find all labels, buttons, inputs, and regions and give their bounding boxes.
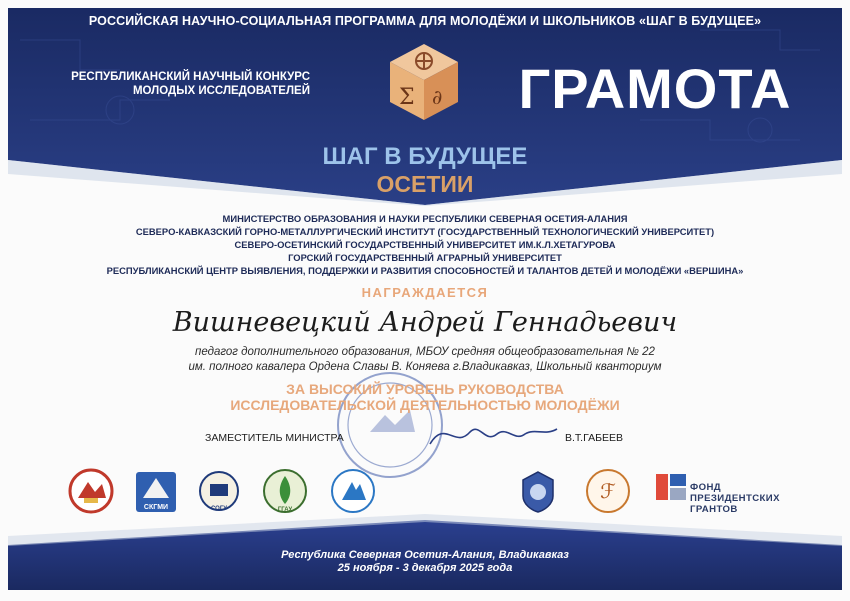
- document-title: ГРАМОТА: [518, 57, 792, 120]
- awarded-label: НАГРАЖДАЕТСЯ: [361, 285, 489, 300]
- cube-logo: [388, 42, 460, 122]
- organizer-item: СЕВЕРО-КАВКАЗСКИЙ ГОРНО-МЕТАЛЛУРГИЧЕСКИЙ ИНСТИТУТ (ГОСУДАРСТВЕННЫЙ ТЕХНОЛОГИЧЕСКИЙ УНИВЕРСИТЕТ): [135, 226, 715, 237]
- event-footer: [0, 549, 850, 575]
- organizer-item: СЕВЕРО-ОСЕТИНСКИЙ ГОСУДАРСТВЕННЫЙ УНИВЕРСИТЕТ ИМ.К.Л.ХЕТАГУРОВА: [234, 239, 616, 250]
- vershina-logo: [330, 468, 376, 514]
- merit-line2: ИССЛЕДОВАТЕЛЬСКОЙ ДЕЯТЕЛЬНОСТЬЮ МОЛОДЁЖИ: [230, 397, 620, 413]
- ggau-logo-text: ГГАУ: [277, 507, 293, 513]
- signatory-name: В.Т.ГАБЕЕВ: [565, 432, 623, 444]
- fund-line1: ФОНД: [690, 482, 722, 493]
- organizer-item: МИНИСТЕРСТВО ОБРАЗОВАНИЯ И НАУКИ РЕСПУБЛИКИ СЕВЕРНАЯ ОСЕТИЯ-АЛАНИЯ: [222, 213, 628, 224]
- contest-title-line1: РЕСПУБЛИКАНСКИЙ НАУЧНЫЙ КОНКУРС: [71, 71, 310, 83]
- position-line2: им. полного кавалера Ордена Славы В. Коняева г.Владикавказ, Школьный кванториум: [188, 361, 662, 373]
- ministry-emblem-logo: [515, 468, 561, 514]
- signatory-role: ЗАМЕСТИТЕЛЬ МИНИСТРА: [205, 432, 344, 444]
- position-line1: педагог дополнительного образования, МБОУ средняя общеобразовательная № 22: [195, 346, 655, 358]
- sogu-logo: [196, 470, 242, 514]
- skgmi-logo: [133, 470, 179, 514]
- merit-text: [0, 381, 850, 413]
- organizers-list: [40, 212, 810, 277]
- organizer-item: РЕСПУБЛИКАНСКИЙ ЦЕНТР ВЫЯВЛЕНИЯ, ПОДДЕРЖКИ И РАЗВИТИЯ СПОСОБНОСТЕЙ И ТАЛАНТОВ ДЕТЕЙ И МОЛОДЁЖИ «ВЕРШИНА»: [106, 265, 744, 276]
- brand-line2: ОСЕТИИ: [376, 171, 474, 197]
- merit-line1: ЗА ВЫСОКИЙ УРОВЕНЬ РУКОВОДСТВА: [286, 381, 564, 397]
- presidential-grants-fund-name: [690, 482, 780, 515]
- program-title: РОССИЙСКАЯ НАУЧНО-СОЦИАЛЬНАЯ ПРОГРАММА ДЛЯ МОЛОДЁЖИ И ШКОЛЬНИКОВ «ШАГ В БУДУЩЕЕ»: [88, 14, 762, 28]
- institute-logo: [585, 468, 631, 514]
- event-place: Республика Северная Осетия-Алания, Владикавказ: [281, 549, 569, 561]
- republic-emblem-logo: [68, 468, 114, 514]
- organizer-item: ГОРСКИЙ ГОСУДАРСТВЕННЫЙ АГРАРНЫЙ УНИВЕРСИТЕТ: [288, 252, 562, 263]
- presidential-grants-fund-icon: [654, 472, 688, 502]
- ggau-logo: [262, 468, 308, 514]
- fund-line3: ГРАНТОВ: [690, 504, 738, 515]
- signature-scribble: [425, 414, 560, 454]
- contest-title: [40, 70, 310, 98]
- fund-line2: ПРЕЗИДЕНТСКИХ: [690, 493, 780, 504]
- skgmi-logo-text: СКГМИ: [143, 504, 169, 511]
- svg-text:Σ: Σ: [399, 85, 415, 110]
- svg-text:∂: ∂: [432, 85, 443, 109]
- brand-line1: ШАГ В БУДУЩЕЕ: [322, 143, 528, 170]
- contest-title-line2: МОЛОДЫХ ИССЛЕДОВАТЕЛЕЙ: [132, 85, 310, 97]
- sogu-logo-text: СОГУ: [211, 506, 227, 512]
- event-dates: 25 ноября - 3 декабря 2025 года: [337, 562, 513, 574]
- recipient-name: Вишневецкий Андрей Геннадьевич: [172, 307, 678, 338]
- svg-text:ℱ: ℱ: [600, 479, 616, 503]
